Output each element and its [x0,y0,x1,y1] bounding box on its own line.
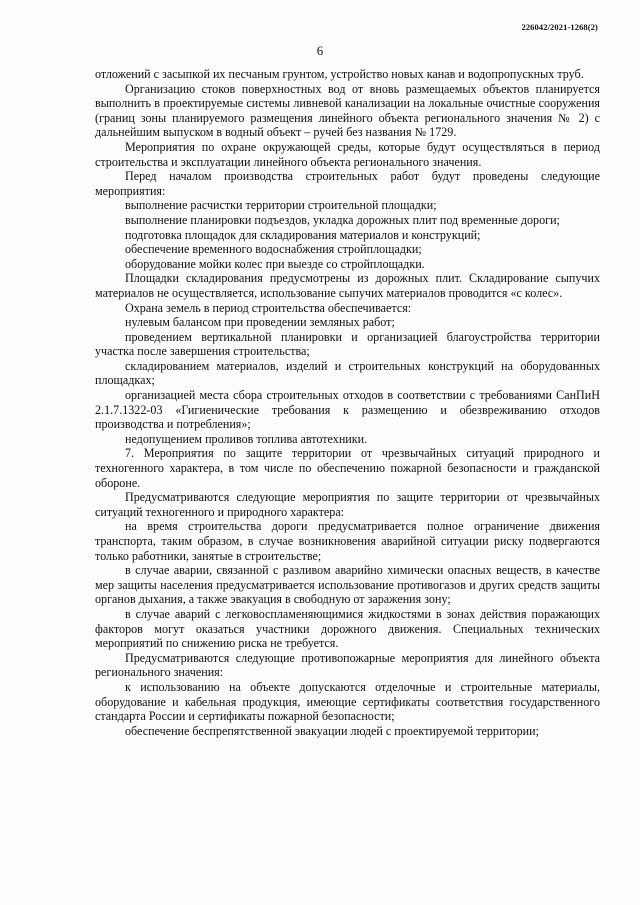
paragraph: Предусматриваются следующие мероприятия по защите территории от чрезвычайных ситуаций техногенного и природного характера: [95,490,600,519]
list-item: на время строительства дороги предусматривается полное ограничение движения транспорта, таким образом, в случае возникновения аварийной ситуации риску подвергаются только работники, занятые в строительстве; [95,519,600,563]
list-item: обеспечение беспрепятственной эвакуации людей с проектируемой территории; [125,723,539,738]
list-item: подготовка площадок для складирования материалов и конструкций; [125,227,481,242]
list-item: недопущением проливов топлива автотехники. [125,431,368,446]
paragraph: Мероприятия по охране окружающей среды, которые будут осуществляться в период строительства и эксплуатации линейного объекта регионального значения. [95,139,600,169]
list-item: к использованию на объекте допускаются отделочные и строительные материалы, оборудование и кабельная продукция, имеющие сертификаты соответствия государственного стандарта России и сертификаты пожарной безопасности; [95,679,600,724]
list-item: нулевым балансом при проведении земляных работ; [125,315,395,330]
list-item: складированием материалов, изделий и строительных конструкций на оборудованных площадках; [95,358,600,388]
document-body [95,67,600,738]
list-item: проведением вертикальной планировки и организацией благоустройства территории участка после завершения строительства; [95,329,600,359]
paragraph: Площадки складирования предусмотрены из дорожных плит. Складирование сыпучих материалов не осуществляется, использование сыпучих материалов проводится «с колес». [95,271,600,300]
document-code: 226042/2021-1268(2) [521,22,598,32]
list-item: в случае аварии, связанной с разливом аварийно химически опасных веществ, в качестве мер защиты населения предусматривается использование противогазов и других средств защиты органов дыхания, а также эвакуация в свободную от заражения зону; [95,563,600,607]
paragraph: Охрана земель в период строительства обеспечивается: [125,300,412,315]
list-item: организацией места сбора строительных отходов в соответствии с требованиями СанПиН 2.1.7.1322-03 «Гигиенические требования к размещению и обезвреживанию отходов производства и потребления»; [95,388,600,432]
list-item: оборудование мойки колес при выезде со стройплощадки. [125,256,425,271]
paragraph: отложений с засыпкой их песчаным грунтом, устройство новых канав и водопропускных труб. [95,67,584,81]
paragraph: Предусматриваются следующие противопожарные мероприятия для линейного объекта регионального значения: [95,650,600,680]
page-number: 6 [316,43,324,58]
list-item: в случае аварий с легковоспламеняющимися жидкостями в зонах действия поражающих факторов могут оказаться участники дорожного движения. Специальных технических мероприятий по снижению риска не требуется. [95,606,600,651]
list-item: выполнение расчистки территории строительной площадки; [125,198,437,213]
list-item: выполнение планировки подъездов, укладка дорожных плит под временные дороги; [125,212,560,227]
section-heading: 7. Мероприятия по защите территории от чрезвычайных ситуаций природного и техногенного характера, в том числе по обеспечению пожарной безопасности и гражданской обороне. [95,446,600,490]
paragraph: Перед началом производства строительных работ будут проведены следующие мероприятия: [95,169,600,198]
paragraph: Организацию стоков поверхностных вод от вновь размещаемых объектов планируется выполнить в проектируемые системы ливневой канализации на локальные очистные сооружения (границ зоны планируемого размещения линейного объекта регионального значения № 2) с дальнейшим выпуском в водный объект – ручей без названия № 1729. [95,81,600,140]
list-item: обеспечение временного водоснабжения стройплощадки; [125,242,422,257]
